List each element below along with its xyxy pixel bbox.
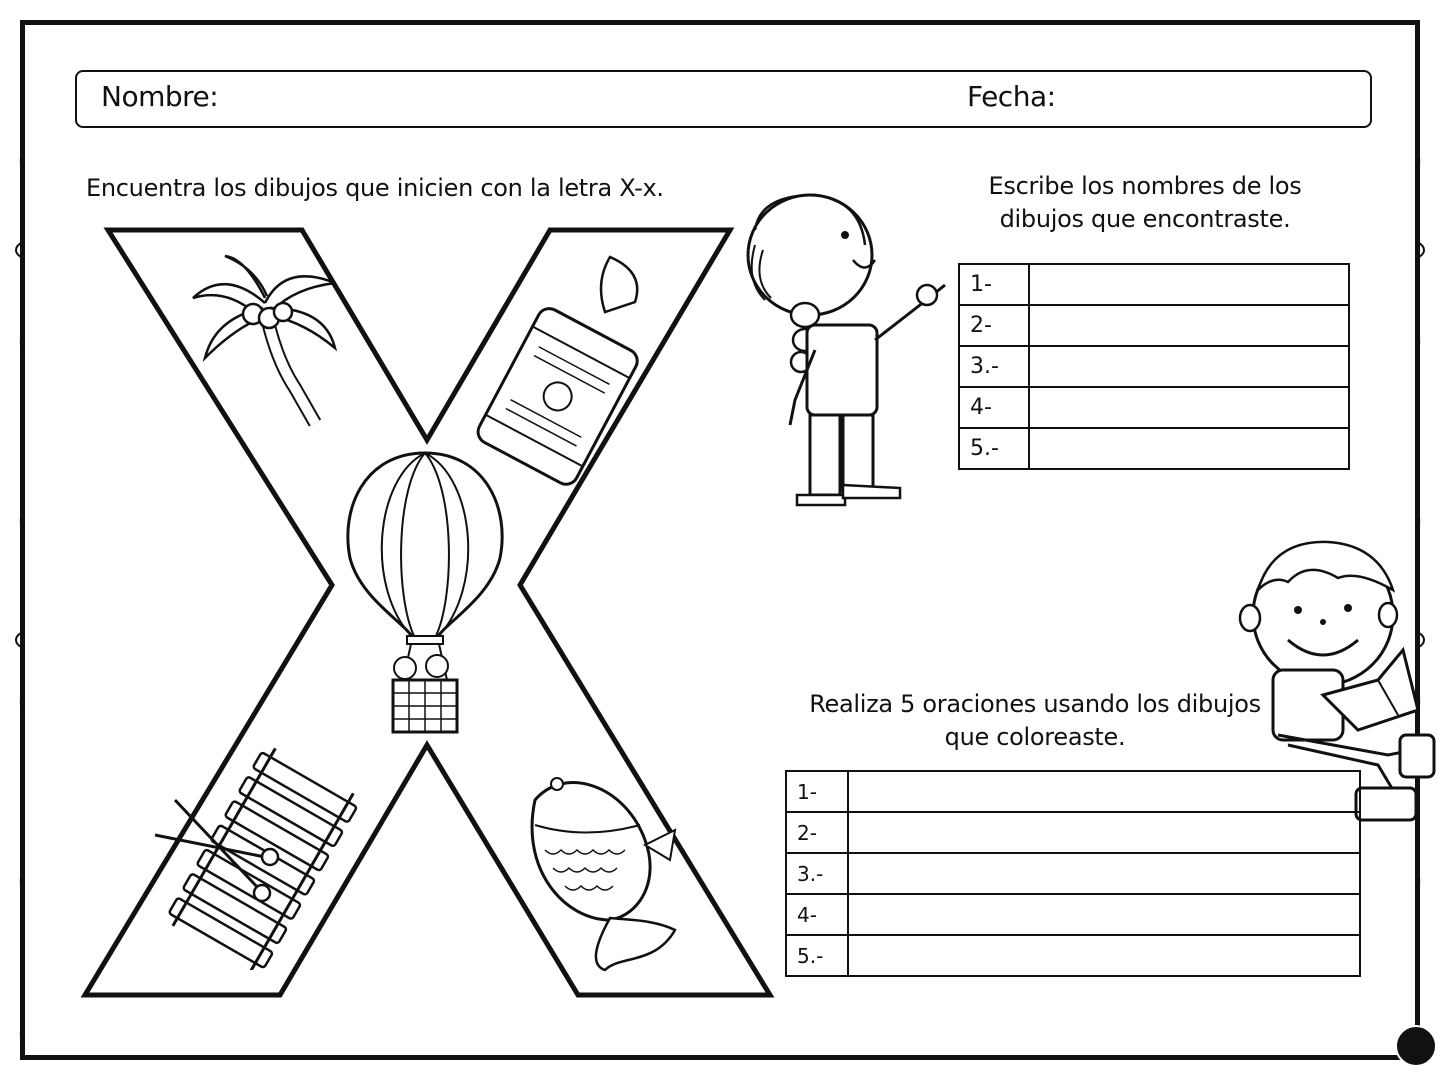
table-row xyxy=(786,935,1360,976)
table-row xyxy=(959,305,1349,346)
row-number: 5.- xyxy=(786,935,848,976)
name-date-bar xyxy=(75,70,1372,128)
row-number: 4- xyxy=(959,387,1029,428)
row-number: 2- xyxy=(786,812,848,853)
publisher-logo xyxy=(1395,1025,1437,1067)
row-number: 5.- xyxy=(959,428,1029,469)
table-row xyxy=(959,346,1349,387)
answer-line[interactable] xyxy=(848,771,1360,812)
sentences-answer-table xyxy=(785,770,1361,977)
date-label: Fecha: xyxy=(967,80,1056,113)
name-label: Nombre: xyxy=(101,80,219,113)
row-number: 1- xyxy=(959,264,1029,305)
table-row xyxy=(959,428,1349,469)
hot-air-balloon-icon xyxy=(335,448,515,738)
table-row xyxy=(786,853,1360,894)
answer-line[interactable] xyxy=(848,812,1360,853)
table-row xyxy=(786,812,1360,853)
find-instruction: Encuentra los dibujos que inicien con la letra X-x. xyxy=(86,174,664,202)
sentences-instruction: Realiza 5 oraciones usando los dibujos que coloreaste. xyxy=(809,690,1261,751)
answer-line[interactable] xyxy=(1029,387,1349,428)
answer-line[interactable] xyxy=(848,853,1360,894)
answer-line[interactable] xyxy=(1029,428,1349,469)
answer-line[interactable] xyxy=(1029,346,1349,387)
row-number: 4- xyxy=(786,894,848,935)
row-number: 2- xyxy=(959,305,1029,346)
names-answer-table xyxy=(958,263,1350,470)
row-number: 3.- xyxy=(786,853,848,894)
answer-line[interactable] xyxy=(1029,305,1349,346)
xylophone-icon xyxy=(150,745,370,970)
table-row xyxy=(959,264,1349,305)
table-row xyxy=(959,387,1349,428)
table-row xyxy=(786,771,1360,812)
answer-line[interactable] xyxy=(848,894,1360,935)
row-number: 3.- xyxy=(959,346,1029,387)
fish-icon xyxy=(515,770,685,975)
table-row xyxy=(786,894,1360,935)
row-number: 1- xyxy=(786,771,848,812)
answer-line[interactable] xyxy=(848,935,1360,976)
palm-tree-icon xyxy=(185,248,345,433)
answer-line[interactable] xyxy=(1029,264,1349,305)
names-instruction: Escribe los nombres de los dibujos que encontraste. xyxy=(988,172,1302,233)
girl-pointing-icon xyxy=(735,190,950,515)
